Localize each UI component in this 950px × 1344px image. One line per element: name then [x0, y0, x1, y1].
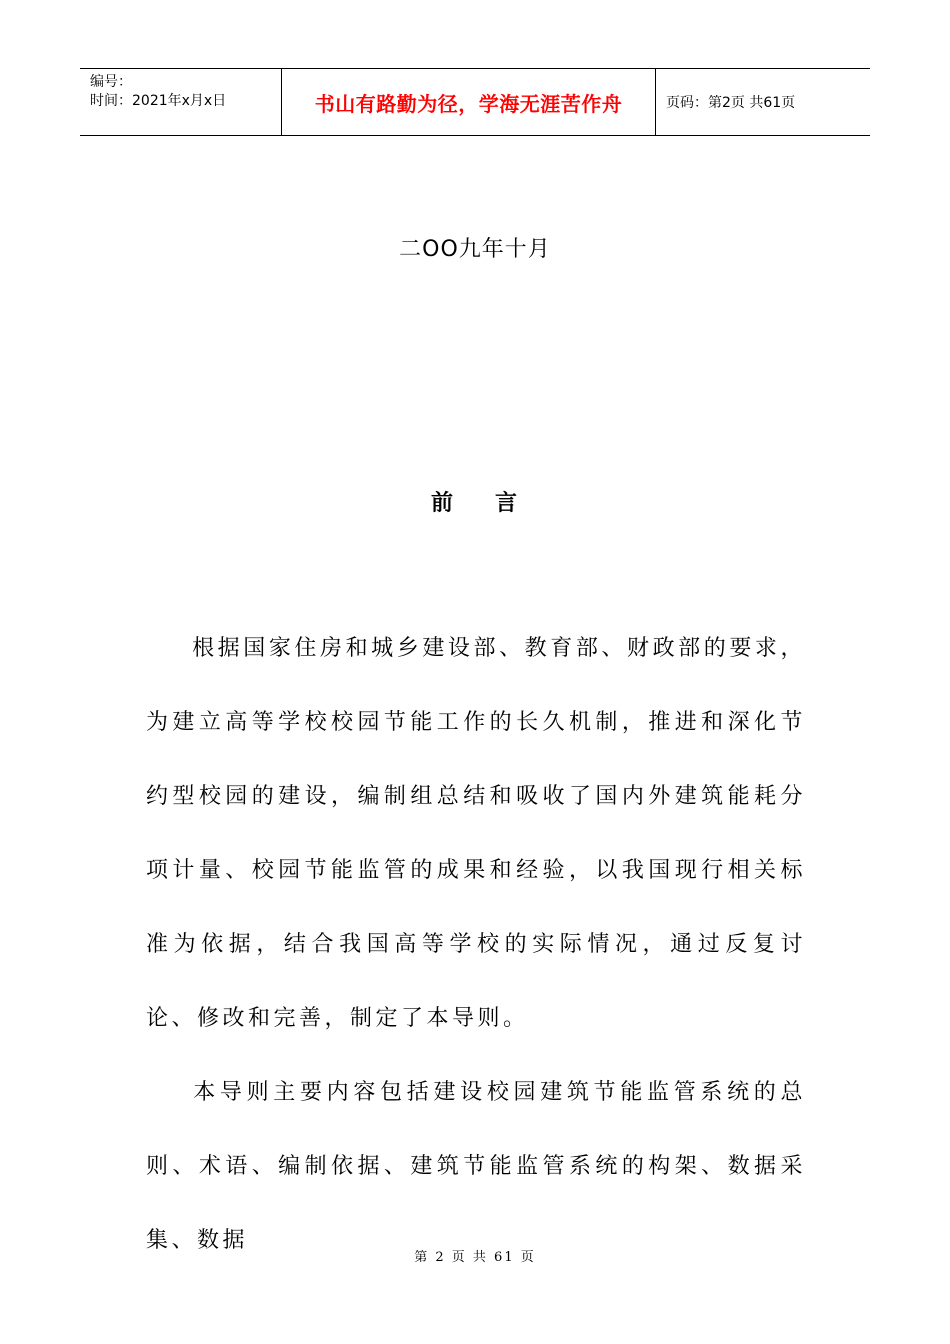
- paragraph: [146, 612, 806, 1056]
- header-motto-cell: [282, 69, 656, 135]
- date-line: 二OO九年十月: [399, 237, 551, 262]
- paragraph-text: 本导则主要内容包括建设校园建筑节能监管系统的总则、术语、编制依据、建筑节能监管系统的构架、数据采集、数据: [146, 1080, 806, 1253]
- paragraph: [146, 1056, 806, 1278]
- preface-title-char-1: 前: [430, 491, 455, 516]
- preface-title-char-2: 言: [495, 491, 520, 516]
- header-meta-cell: [80, 69, 282, 135]
- paragraph-text: 根据国家住房和城乡建设部、教育部、财政部的要求，为建立高等学校校园节能工作的长久机制，推进和深化节约型校园的建设，编制组总结和吸收了国内外建筑能耗分项计量、校园节能监管的成果和经验，以我国现行相关标准为依据，结合我国高等学校的实际情况，通过反复讨论、修改和完善，制定了本导则。: [146, 636, 806, 1031]
- page-footer: 第 2 页 共 61 页: [414, 1250, 536, 1265]
- page-info: 页码：第2页 共61页: [666, 95, 796, 111]
- body-text: [146, 612, 806, 1278]
- number-label: 编号：: [90, 74, 132, 90]
- header-page-cell: [656, 69, 870, 135]
- header-table: [80, 68, 870, 136]
- preface-title: [0, 486, 950, 517]
- motto-text: 书山有路勤为径，学海无涯苦作舟: [314, 91, 623, 116]
- time-label: 时间：2021年x月x日: [90, 93, 227, 109]
